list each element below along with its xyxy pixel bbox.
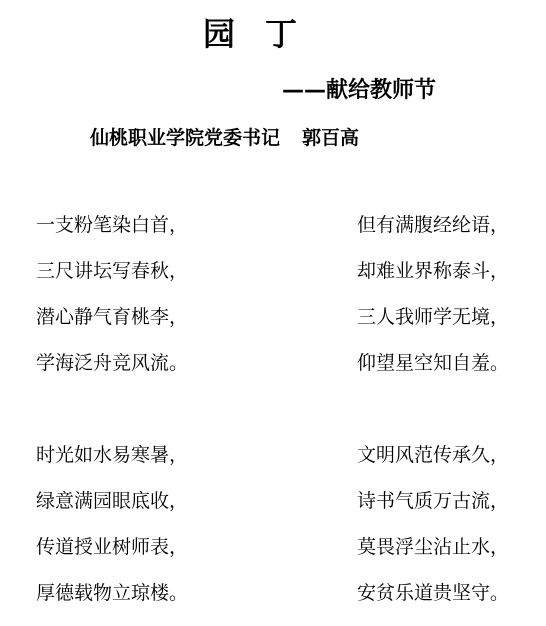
poem-line-right: 安贫乐道贵坚守。	[357, 582, 510, 604]
poem-line-left: 学海泛舟竞风流。	[36, 352, 189, 374]
poem-line-right: 莫畏浮尘沾止水，	[357, 536, 510, 558]
author-line	[90, 124, 359, 152]
poem-line	[0, 302, 546, 348]
poem-line-left: 一支粉笔染白首，	[36, 214, 189, 236]
poem-line-right: 却难业界称泰斗，	[357, 260, 510, 282]
poem-line	[0, 532, 546, 578]
stanza-2	[0, 440, 546, 624]
poem-line-right: 诗书气质万古流，	[357, 490, 510, 512]
author-name: 郭百高	[302, 127, 360, 149]
poem-line	[0, 256, 546, 302]
poem-line-right: 仰望星空知自羞。	[357, 352, 510, 374]
poem-line-left: 传道授业树师表，	[36, 536, 189, 558]
author-position: 仙桃职业学院党委书记	[90, 127, 281, 149]
poem-line-left: 三尺讲坛写春秋，	[36, 260, 189, 282]
poem-line	[0, 210, 546, 256]
poem-line	[0, 578, 546, 624]
poem-title: 园丁	[203, 15, 328, 53]
poem-line-right: 但有满腹经纶语，	[357, 214, 510, 236]
poem-line	[0, 440, 546, 486]
poem-line-left: 厚德载物立琼楼。	[36, 582, 189, 604]
poem-line-right: 三人我师学无境，	[357, 306, 510, 328]
poem-line-left: 绿意满园眼底收，	[36, 490, 189, 512]
poem-line-right: 文明风范传承久，	[357, 444, 510, 466]
poem-subtitle: ——献给教师节	[282, 78, 437, 103]
poem-line	[0, 348, 546, 394]
poem-line-left: 潜心静气育桃李，	[36, 306, 189, 328]
poem-line-left: 时光如水易寒暑，	[36, 444, 189, 466]
poem-line	[0, 486, 546, 532]
stanza-1	[0, 210, 546, 394]
